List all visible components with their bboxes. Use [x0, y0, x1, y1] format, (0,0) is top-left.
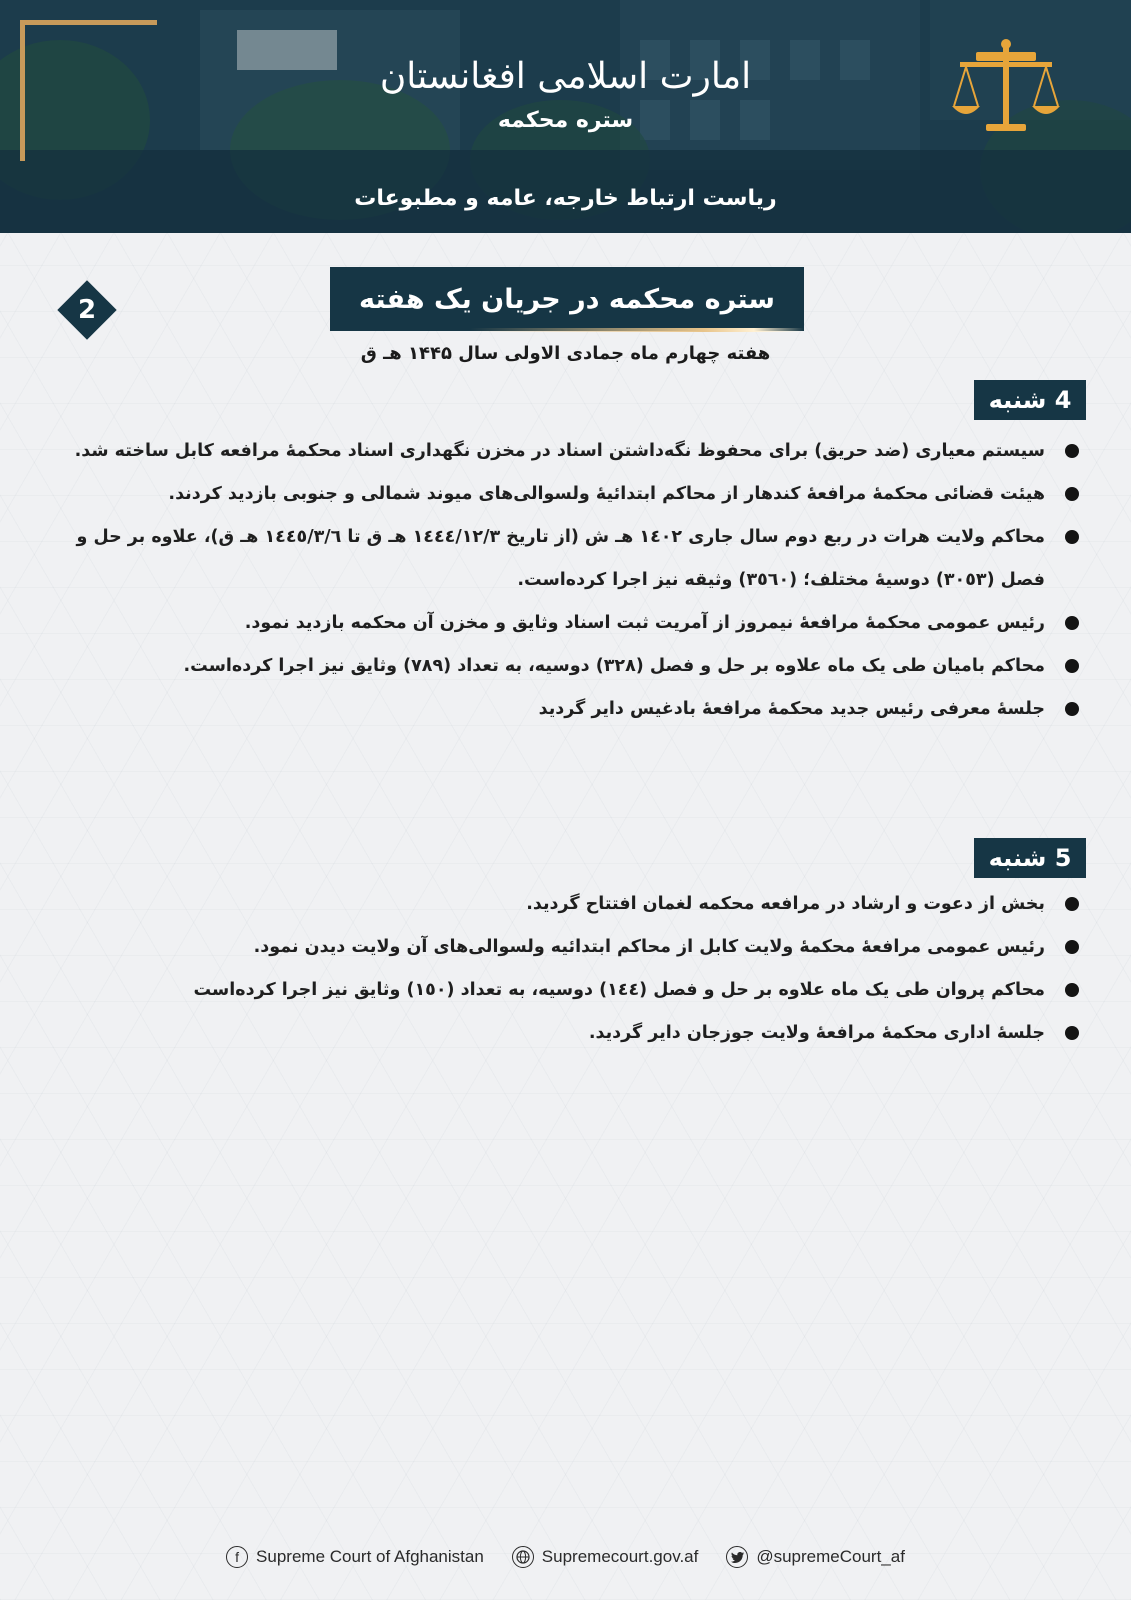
wednesday-news-list: [50, 430, 1081, 731]
list-item: هیئت قضائی محکمهٔ مرافعهٔ کندهار از محاکم ابتدائیهٔ ولسوالی‌های میوند شمالی و جنوبی بازدید کردند.: [50, 473, 1081, 516]
bullet-icon: [1065, 940, 1079, 954]
department-name: ریاست ارتباط خارجه، عامه و مطبوعات: [354, 186, 777, 211]
footer-contacts: [0, 1542, 1131, 1572]
report-title: ستره محکمه در جریان یک هفته: [330, 267, 804, 331]
page-number: 2: [77, 295, 97, 325]
website-link[interactable]: Supremecourt.gov.af: [512, 1546, 699, 1568]
list-item: محاکم پروان طی یک ماه علاوه بر حل و فصل (۱٤٤) دوسیه، به تعداد (۱٥٠) وثایق نیز اجرا کرده‌است: [50, 969, 1081, 1012]
list-item: سیستم معیاری (ضد حریق) برای محفوظ نگه‌داشتن اسناد در مخزن نگهداری اسناد محکمهٔ مرافعه کابل ساخته شد.: [50, 430, 1081, 473]
day-heading-wednesday: 4 شنبه: [974, 380, 1086, 420]
bullet-icon: [1065, 1026, 1079, 1040]
title-underline-glow: [470, 328, 804, 332]
facebook-icon: f: [226, 1546, 248, 1568]
bullet-icon: [1065, 659, 1079, 673]
bullet-icon: [1065, 897, 1079, 911]
twitter-bird-icon: [726, 1546, 748, 1568]
twitter-link[interactable]: @supremeCourt_af: [726, 1546, 905, 1568]
list-item: رئیس عمومی مرافعهٔ محکمهٔ ولایت کابل از محاکم ابتدائیه ولسوالی‌های آن ولایت دیدن نمود.: [50, 926, 1081, 969]
list-item: بخش از دعوت و ارشاد در مرافعه محکمه لغمان افتتاح گردید.: [50, 883, 1081, 926]
thursday-news-list: [50, 883, 1081, 1055]
list-item: محاکم ولایت هرات در ربع دوم سال جاری ۱٤٠٢ هـ ش (از تاریخ ۱٤٤٤/۱۲/۳ هـ ق تا ۱٤٤٥/۳/٦ هـ ق)، علاوه بر حل و فصل (۳٠٥۳) دوسیهٔ مختلف؛ (۳٥٦٠) وثیقه نیز اجرا کرده‌است.: [50, 516, 1081, 602]
week-subtitle: هفته چهارم ماه جمادی الاولی سال ۱۴۴۵ هـ ق: [360, 343, 771, 364]
header-banner: [0, 0, 1131, 233]
emirate-title: امارت اسلامی افغانستان: [379, 56, 752, 97]
court-name: ستره محکمه: [497, 108, 634, 133]
list-item: رئیس عمومی محکمهٔ مرافعهٔ نیمروز از آمریت ثبت اسناد وثایق و مخزن آن محکمه بازدید نمود.: [50, 602, 1081, 645]
facebook-link[interactable]: f Supreme Court of Afghanistan: [226, 1546, 484, 1568]
day-heading-thursday: 5 شنبه: [974, 838, 1086, 878]
bullet-icon: [1065, 487, 1079, 501]
scales-of-justice-icon: [952, 38, 1060, 138]
list-item: جلسهٔ اداری محکمهٔ مرافعهٔ ولایت جوزجان دایر گردید.: [50, 1012, 1081, 1055]
bullet-icon: [1065, 616, 1079, 630]
bullet-icon: [1065, 983, 1079, 997]
globe-icon: [512, 1546, 534, 1568]
list-item: محاکم بامیان طی یک ماه علاوه بر حل و فصل (۳۲۸) دوسیه، به تعداد (۷۸۹) وثایق نیز اجرا کرده‌است.: [50, 645, 1081, 688]
bullet-icon: [1065, 702, 1079, 716]
list-item: جلسهٔ معرفی رئیس جدید محکمهٔ مرافعهٔ بادغیس دایر گردید: [50, 688, 1081, 731]
bullet-icon: [1065, 444, 1079, 458]
bullet-icon: [1065, 530, 1079, 544]
